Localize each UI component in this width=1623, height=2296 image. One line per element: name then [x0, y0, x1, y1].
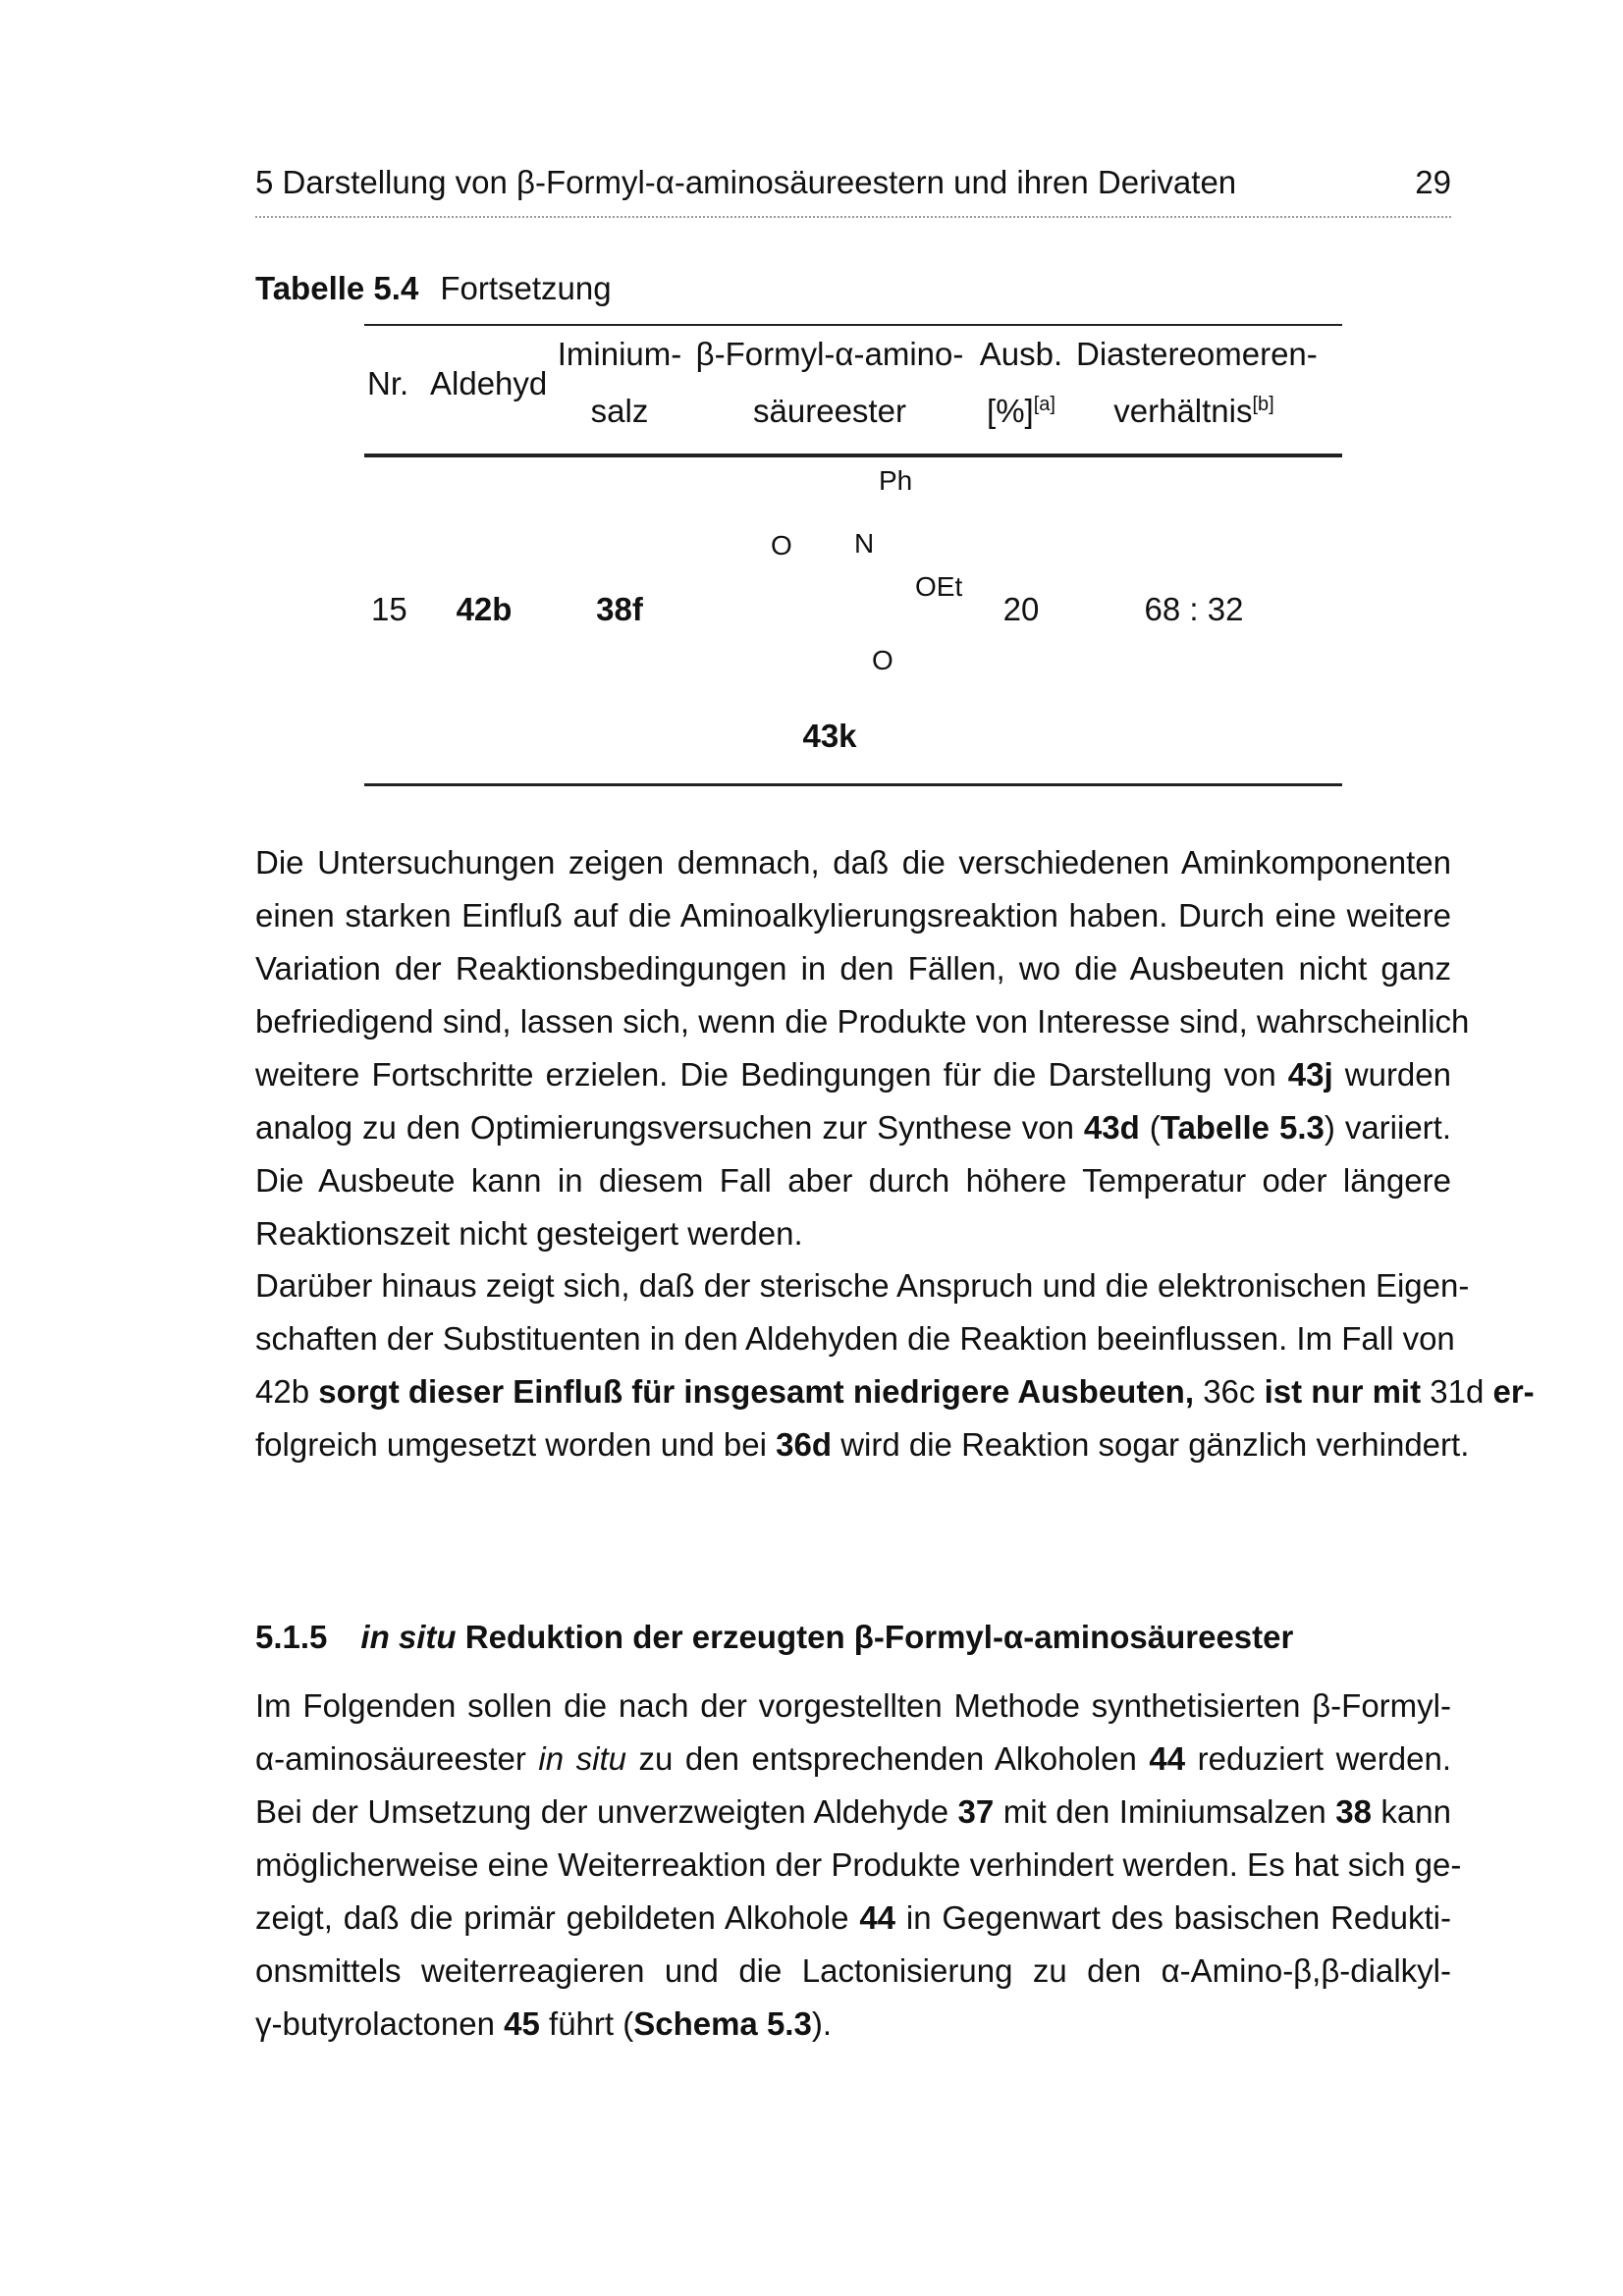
footnote-b-marker: [b]	[1252, 394, 1274, 415]
text-segment: einen starken Einfluß auf die Aminoalkylierungsreaktion haben. Durch eine weitere	[255, 897, 1451, 934]
text-line	[255, 1680, 1451, 1733]
text-line	[255, 1786, 1451, 1839]
emphasis: ist nur mit	[1255, 1373, 1431, 1410]
cell-aldehyd: 42b	[456, 591, 513, 627]
text-segment: in Gegenwart des basischen Redukti-	[895, 1899, 1451, 1936]
paragraph-3	[255, 1680, 1462, 2051]
header-dr-label: verhältnis	[1113, 393, 1253, 429]
emphasis: 45	[504, 2005, 540, 2042]
atom-o-aldehyde: O	[771, 530, 792, 561]
cell-iminium: 38f	[596, 591, 643, 627]
text-segment: zu den entsprechenden Alkoholen	[625, 1740, 1150, 1777]
text-segment: wird die Reaktion sogar gänzlich verhindert.	[832, 1426, 1470, 1463]
atom-o-ester: O	[872, 645, 893, 675]
cell-yield: 20	[1002, 591, 1040, 627]
atom-n: N	[854, 528, 875, 559]
emphasis: Schema 5.3	[633, 2005, 812, 2042]
text-line	[255, 1839, 1462, 1892]
text-line	[255, 1733, 1451, 1786]
text-segment: Die Untersuchungen zeigen demnach, daß die verschiedenen Aminkomponenten	[255, 844, 1451, 881]
emphasis: 44	[859, 1899, 896, 1936]
text-segment: weitere Fortschritte erzielen. Die Bedingungen für die Darstellung von	[255, 1056, 1288, 1093]
header-ester-line2: säureester	[753, 393, 906, 429]
header-dr-line2	[1076, 392, 1312, 431]
emphasis: 43j	[1287, 1056, 1333, 1093]
text-segment: Im Folgenden sollen die nach der vorgestellten Methode synthetisierten β-Formyl-	[255, 1687, 1451, 1724]
text-line	[255, 995, 1470, 1048]
text-segment: Bei der Umsetzung der unverzweigten Aldehyde	[255, 1793, 958, 1830]
text-line	[255, 836, 1451, 889]
table-caption-text: Fortsetzung	[440, 270, 612, 306]
page-number: 29	[1415, 164, 1451, 200]
header-ester-line1: β-Formyl-α-amino-	[695, 336, 964, 372]
text-segment: 42b	[255, 1373, 310, 1410]
text-line	[255, 1365, 1535, 1418]
text-line	[255, 1998, 1451, 2051]
header-aldehyd: Aldehyd	[430, 365, 548, 401]
emphasis: 43d	[1083, 1109, 1140, 1146]
emphasis: sorgt dieser Einfluß für insgesamt niedrigere Ausbeuten,	[309, 1373, 1204, 1410]
text-segment: Die Ausbeute kann in diesem Fall aber durch höhere Temperatur oder längere	[255, 1162, 1451, 1199]
text-segment: wurden	[1332, 1056, 1451, 1093]
text-line	[255, 1259, 1470, 1312]
header-nr: Nr.	[367, 365, 409, 401]
compound-label: 43k	[802, 718, 857, 754]
text-line	[255, 1312, 1455, 1365]
paragraph-1	[255, 836, 1470, 1260]
emphasis: 38	[1335, 1793, 1372, 1830]
text-segment: Variation der Reaktionsbedingungen in den Fällen, wo die Ausbeuten nicht ganz	[255, 950, 1451, 987]
section-number: 5.1.5	[255, 1619, 328, 1655]
atom-ph: Ph	[879, 465, 913, 496]
text-segment: führt (	[539, 2005, 634, 2042]
text-line	[255, 1154, 1451, 1207]
emphasis: 44	[1149, 1740, 1186, 1777]
text-segment: Reaktionszeit nicht gesteigert werden.	[255, 1215, 803, 1252]
table-caption	[255, 269, 612, 308]
table-top-rule	[364, 324, 1342, 326]
header-iminium-line1: Iminium-	[557, 336, 682, 372]
text-segment: kann	[1371, 1793, 1451, 1830]
text-segment: ).	[811, 2005, 833, 2042]
atom-oet: OEt	[915, 571, 963, 602]
table-caption-label: Tabelle 5.4	[255, 270, 419, 306]
text-line	[255, 1048, 1451, 1101]
emphasis: in situ	[538, 1740, 626, 1777]
emphasis: 37	[957, 1793, 995, 1830]
text-segment: α-aminosäureester	[255, 1740, 539, 1777]
text-line	[255, 942, 1451, 995]
emphasis: 36d	[776, 1426, 833, 1463]
header-iminium-line2: salz	[590, 393, 649, 429]
running-header	[255, 163, 1451, 218]
text-line	[255, 889, 1451, 942]
text-line	[255, 1945, 1451, 1998]
text-segment: ) variiert.	[1324, 1109, 1451, 1146]
footnote-a-marker: [a]	[1033, 394, 1055, 415]
text-segment: möglicherweise eine Weiterreaktion der Produkte verhindert werden. Es hat sich ge-	[255, 1846, 1462, 1883]
text-segment: (	[1139, 1109, 1161, 1146]
paragraph-2	[255, 1259, 1535, 1471]
structure-43k	[705, 461, 980, 726]
header-yield-line2	[972, 392, 1070, 431]
text-line	[255, 1892, 1451, 1945]
text-segment: onsmittels weiterreagieren und die Lactonisierung zu den α-Amino-β,β-dialkyl-	[255, 1952, 1451, 1989]
text-line	[255, 1207, 1451, 1260]
table-header-rule	[364, 454, 1342, 457]
emphasis: er-	[1484, 1373, 1535, 1410]
text-segment: mit den Iminiumsalzen	[994, 1793, 1336, 1830]
header-yield-line1: Ausb.	[979, 336, 1063, 372]
section-heading	[255, 1618, 1293, 1657]
text-segment: zeigt, daß die primär gebildeten Alkohole	[255, 1899, 860, 1936]
section-title: Reduktion der erzeugten β-Formyl-α-aminosäureester	[456, 1619, 1294, 1655]
header-dr-line1: Diastereomeren-	[1076, 336, 1318, 372]
emphasis: Tabelle 5.3	[1160, 1109, 1325, 1146]
header-yield-unit: [%]	[987, 393, 1034, 429]
cell-nr: 15	[371, 591, 407, 627]
cell-dr: 68 : 32	[1144, 591, 1244, 627]
text-segment: analog zu den Optimierungsversuchen zur Synthese von	[255, 1109, 1084, 1146]
text-segment: 31d	[1430, 1373, 1485, 1410]
section-title-italic: in situ	[360, 1619, 457, 1655]
text-line	[255, 1418, 1470, 1471]
text-segment: 36c	[1203, 1373, 1256, 1410]
text-segment: schaften der Substituenten in den Aldehyden die Reaktion beeinflussen. Im Fall von	[255, 1320, 1455, 1357]
text-segment: γ-butyrolactonen	[255, 2005, 505, 2042]
text-segment: Darüber hinaus zeigt sich, daß der sterische Anspruch und die elektronischen Eigen-	[255, 1267, 1470, 1304]
header-title: 5 Darstellung von β-Formyl-α-aminosäureestern und ihren Derivaten	[255, 164, 1237, 200]
text-segment: folgreich umgesetzt worden und bei	[255, 1426, 777, 1463]
text-line	[255, 1101, 1451, 1154]
text-segment: befriedigend sind, lassen sich, wenn die Produkte von Interesse sind, wahrscheinlich	[255, 1003, 1470, 1040]
table-bottom-rule	[364, 783, 1342, 786]
text-segment: reduziert werden.	[1185, 1740, 1451, 1777]
